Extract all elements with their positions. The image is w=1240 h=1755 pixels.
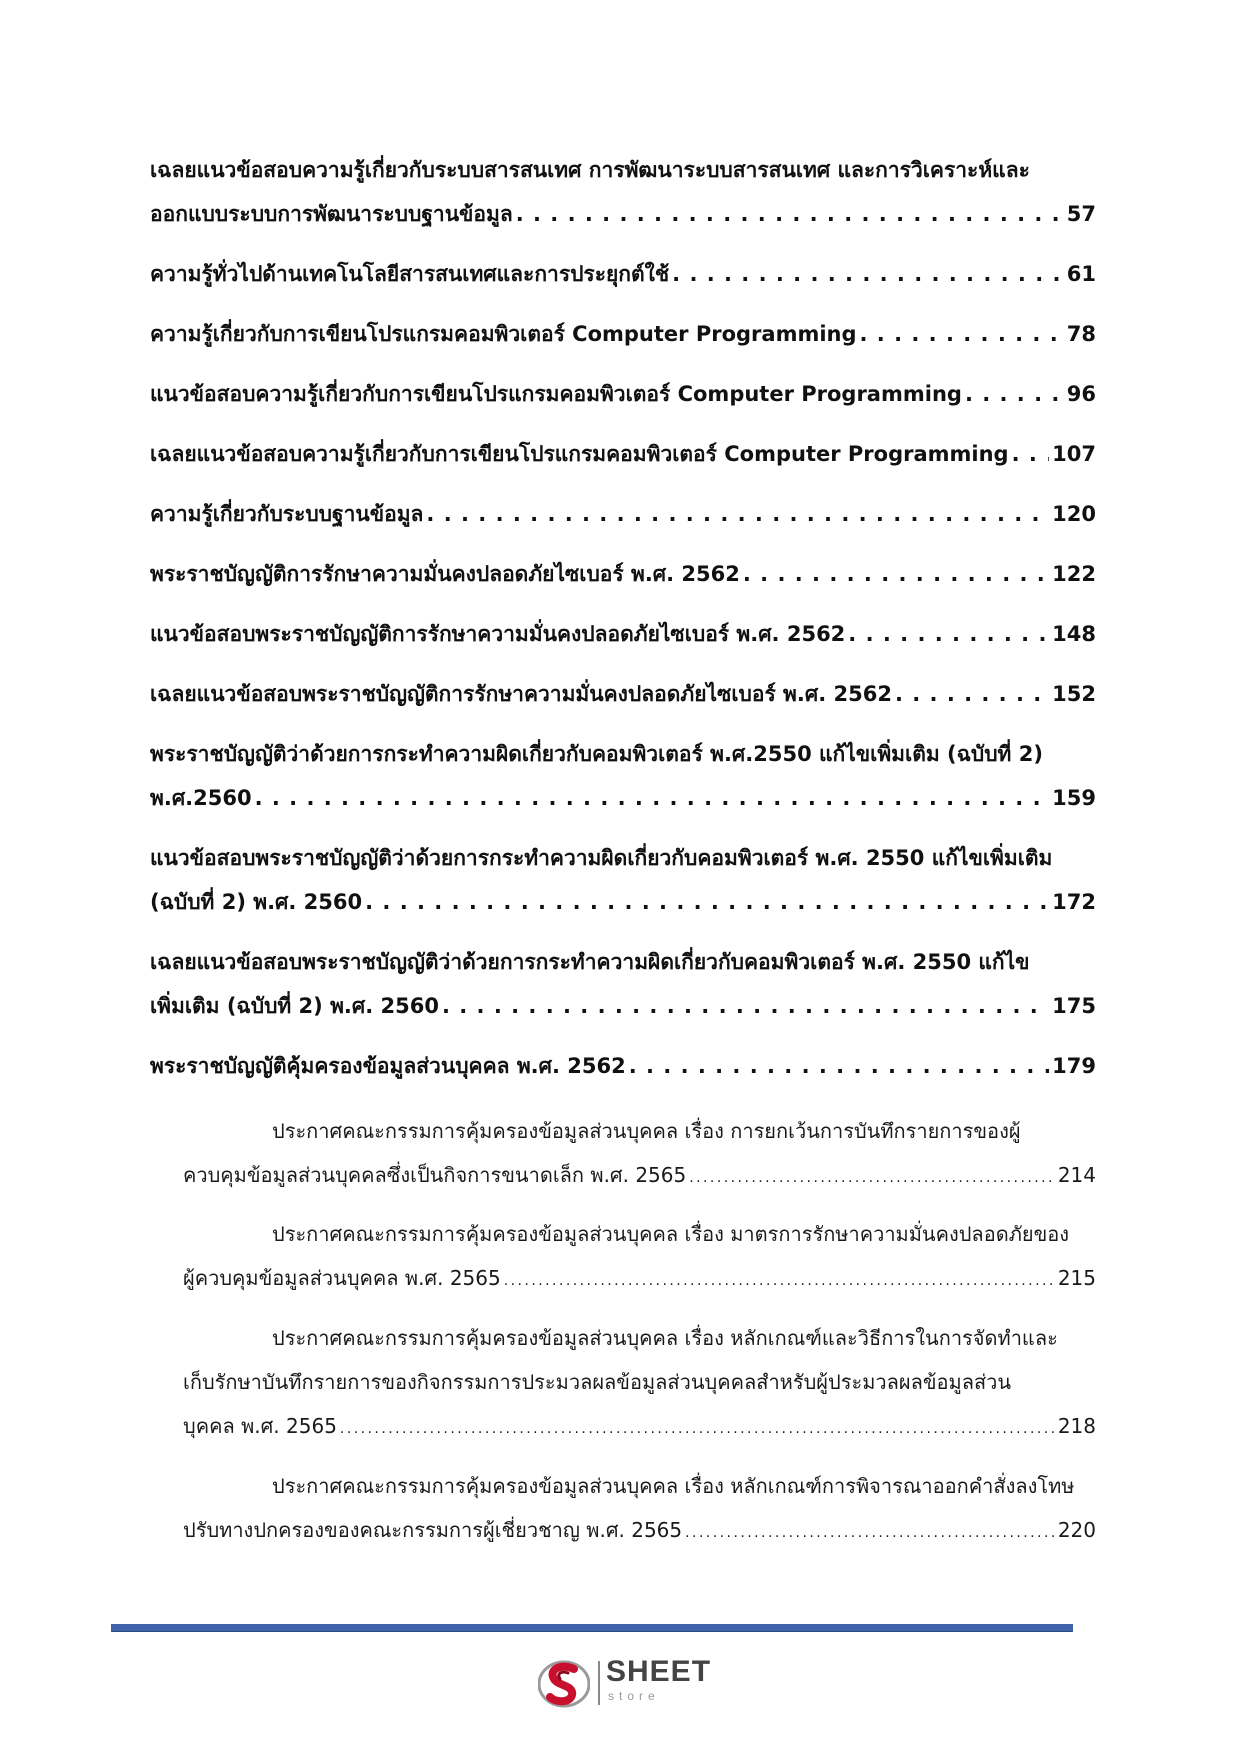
toc-entry-text: ออกแบบระบบการพัฒนาระบบฐานข้อมูล	[150, 202, 513, 226]
dot-leader	[672, 252, 1064, 296]
toc-entry-last-line	[150, 432, 1096, 476]
toc-subentry[interactable]	[183, 1316, 1096, 1451]
toc-entry-last-line	[150, 776, 1096, 820]
toc-entry-text: แนวข้อสอบพระราชบัญญัติว่าด้วยการกระทำความผิดเกี่ยวกับคอมพิวเตอร์ พ.ศ. 2550 แก้ไขเพิ่มเติม	[150, 846, 1053, 870]
toc-subentry[interactable]	[183, 1212, 1096, 1303]
toc-entry-text: เฉลยแนวข้อสอบความรู้เกี่ยวกับการเขียนโปรแกรมคอมพิวเตอร์ Computer Programming	[150, 442, 1009, 466]
sheet-store-logo	[538, 1655, 718, 1715]
toc-entry-text: ผู้ควบคุมข้อมูลส่วนบุคคล พ.ศ. 2565	[183, 1266, 501, 1290]
dot-leader	[629, 1044, 1049, 1088]
toc-entry-last-line	[150, 252, 1096, 296]
page-number: 148	[1052, 622, 1096, 646]
logo-subtext: store	[608, 1689, 660, 1703]
page-number: 107	[1052, 442, 1096, 466]
toc-entry-last-line	[150, 192, 1096, 236]
toc-entry-text: เก็บรักษาบันทึกรายการของกิจกรรมการประมวลผลข้อมูลส่วนบุคคลสำหรับผู้ประมวลผลข้อมูลส่วน	[183, 1370, 1012, 1394]
page-number: 78	[1066, 322, 1096, 346]
dot-leader	[689, 1156, 1055, 1200]
toc-entry-text: เพิ่มเติม (ฉบับที่ 2) พ.ศ. 2560	[150, 994, 439, 1018]
toc-entry-text: ความรู้เกี่ยวกับการเขียนโปรแกรมคอมพิวเตอร์ Computer Programming	[150, 322, 857, 346]
page-number: 122	[1052, 562, 1096, 586]
page-number: 215	[1057, 1266, 1096, 1290]
toc-entry-last-line	[183, 1153, 1096, 1200]
toc-entry[interactable]	[150, 148, 1096, 236]
toc-subentry[interactable]	[183, 1109, 1096, 1200]
dot-leader	[895, 672, 1049, 716]
toc-entry[interactable]	[150, 612, 1096, 656]
page-number: 57	[1066, 202, 1096, 226]
toc-entry-text: เฉลยแนวข้อสอบความรู้เกี่ยวกับระบบสารสนเทศ การพัฒนาระบบสารสนเทศ และการวิเคราะห์และ	[150, 158, 1030, 182]
toc-entry[interactable]	[150, 372, 1096, 416]
toc-entry-text: ประกาศคณะกรรมการคุ้มครองข้อมูลส่วนบุคคล เรื่อง หลักเกณฑ์การพิจารณาออกคำสั่งลงโทษ	[272, 1474, 1075, 1498]
logo-wordmark: SHEET	[606, 1655, 712, 1688]
dot-leader	[516, 192, 1064, 236]
page-number: 120	[1052, 502, 1096, 526]
toc-entry-text: ความรู้ทั่วไปด้านเทคโนโลยีสารสนเทศและการประยุกต์ใช้	[150, 262, 670, 286]
toc-entry-last-line	[183, 1508, 1096, 1555]
toc-entry-last-line	[150, 1044, 1096, 1088]
dot-leader	[1012, 432, 1050, 476]
toc-entry-text: ประกาศคณะกรรมการคุ้มครองข้อมูลส่วนบุคคล เรื่อง หลักเกณฑ์และวิธีการในการจัดทำและ	[272, 1326, 1058, 1350]
toc-entry-text: ประกาศคณะกรรมการคุ้มครองข้อมูลส่วนบุคคล เรื่อง การยกเว้นการบันทึกรายการของผู้	[272, 1119, 1021, 1143]
dot-leader	[255, 776, 1050, 820]
page-number: 152	[1052, 682, 1096, 706]
toc-entry[interactable]	[150, 432, 1096, 476]
toc-entry[interactable]	[150, 252, 1096, 296]
page-number: 159	[1052, 786, 1096, 810]
toc-entry[interactable]	[150, 940, 1096, 1028]
dot-leader	[365, 880, 1049, 924]
toc-entry-text: ปรับทางปกครองของคณะกรรมการผู้เชี่ยวชาญ พ.ศ. 2565	[183, 1518, 683, 1542]
page-number: 218	[1057, 1414, 1096, 1438]
toc-entry-text: แนวข้อสอบพระราชบัญญัติการรักษาความมั่นคงปลอดภัยไซเบอร์ พ.ศ. 2562	[150, 622, 846, 646]
toc-entry-last-line	[150, 672, 1096, 716]
toc-entry[interactable]	[150, 732, 1096, 820]
dot-leader	[965, 372, 1064, 416]
toc-entry-text: เฉลยแนวข้อสอบพระราชบัญญัติการรักษาความมั่นคงปลอดภัยไซเบอร์ พ.ศ. 2562	[150, 682, 892, 706]
toc-entry-last-line	[150, 312, 1096, 356]
dot-leader	[848, 612, 1049, 656]
sheet-store-s-icon	[538, 1657, 590, 1709]
dot-leader	[340, 1407, 1055, 1451]
page-number: 61	[1066, 262, 1096, 286]
toc-entry[interactable]	[150, 1044, 1096, 1088]
dot-leader	[860, 312, 1064, 356]
toc-entry-text: ความรู้เกี่ยวกับระบบฐานข้อมูล	[150, 502, 424, 526]
page-number: 179	[1052, 1054, 1096, 1078]
dot-leader	[442, 984, 1049, 1028]
page-number: 220	[1057, 1518, 1096, 1542]
page-number: 96	[1066, 382, 1096, 406]
toc-entry-last-line	[150, 612, 1096, 656]
toc-entry-last-line	[150, 880, 1096, 924]
dot-leader	[504, 1259, 1055, 1303]
toc-entry-text: พระราชบัญญัติคุ้มครองข้อมูลส่วนบุคคล พ.ศ. 2562	[150, 1054, 626, 1078]
dot-leader	[743, 552, 1049, 596]
toc-subentry[interactable]	[183, 1464, 1096, 1555]
toc-entry-last-line	[150, 492, 1096, 536]
toc-entry-last-line	[150, 372, 1096, 416]
toc-entry-text: แนวข้อสอบความรู้เกี่ยวกับการเขียนโปรแกรมคอมพิวเตอร์ Computer Programming	[150, 382, 962, 406]
toc-entry-last-line	[150, 984, 1096, 1028]
toc-entry[interactable]	[150, 492, 1096, 536]
footer-rule	[111, 1624, 1073, 1632]
toc-entry[interactable]	[150, 312, 1096, 356]
toc-entry[interactable]	[150, 836, 1096, 924]
dot-leader	[426, 492, 1049, 536]
toc-entry-text: พระราชบัญญัติว่าด้วยการกระทำความผิดเกี่ยวกับคอมพิวเตอร์ พ.ศ.2550 แก้ไขเพิ่มเติม (ฉบับที่ 2)	[150, 742, 1043, 766]
page-number: 175	[1052, 994, 1096, 1018]
toc-entry-text: พ.ศ.2560	[150, 786, 252, 810]
toc-entry[interactable]	[150, 672, 1096, 716]
dot-leader	[685, 1511, 1055, 1555]
toc-entry-text: เฉลยแนวข้อสอบพระราชบัญญัติว่าด้วยการกระทำความผิดเกี่ยวกับคอมพิวเตอร์ พ.ศ. 2550 แก้ไข	[150, 950, 1030, 974]
toc-entry-last-line	[150, 552, 1096, 596]
toc-entry-text: บุคคล พ.ศ. 2565	[183, 1414, 337, 1438]
page-number: 214	[1057, 1163, 1096, 1187]
logo-separator	[598, 1661, 600, 1705]
toc-entry-last-line	[183, 1256, 1096, 1303]
toc-entry-text: ควบคุมข้อมูลส่วนบุคคลซึ่งเป็นกิจการขนาดเล็ก พ.ศ. 2565	[183, 1163, 687, 1187]
toc-entry-text: พระราชบัญญัติการรักษาความมั่นคงปลอดภัยไซเบอร์ พ.ศ. 2562	[150, 562, 740, 586]
toc-entry-text: (ฉบับที่ 2) พ.ศ. 2560	[150, 890, 363, 914]
toc-entry-text: ประกาศคณะกรรมการคุ้มครองข้อมูลส่วนบุคคล เรื่อง มาตรการรักษาความมั่นคงปลอดภัยของ	[272, 1222, 1070, 1246]
toc-entry-last-line	[183, 1404, 1096, 1451]
page-number: 172	[1052, 890, 1096, 914]
toc-entry[interactable]	[150, 552, 1096, 596]
